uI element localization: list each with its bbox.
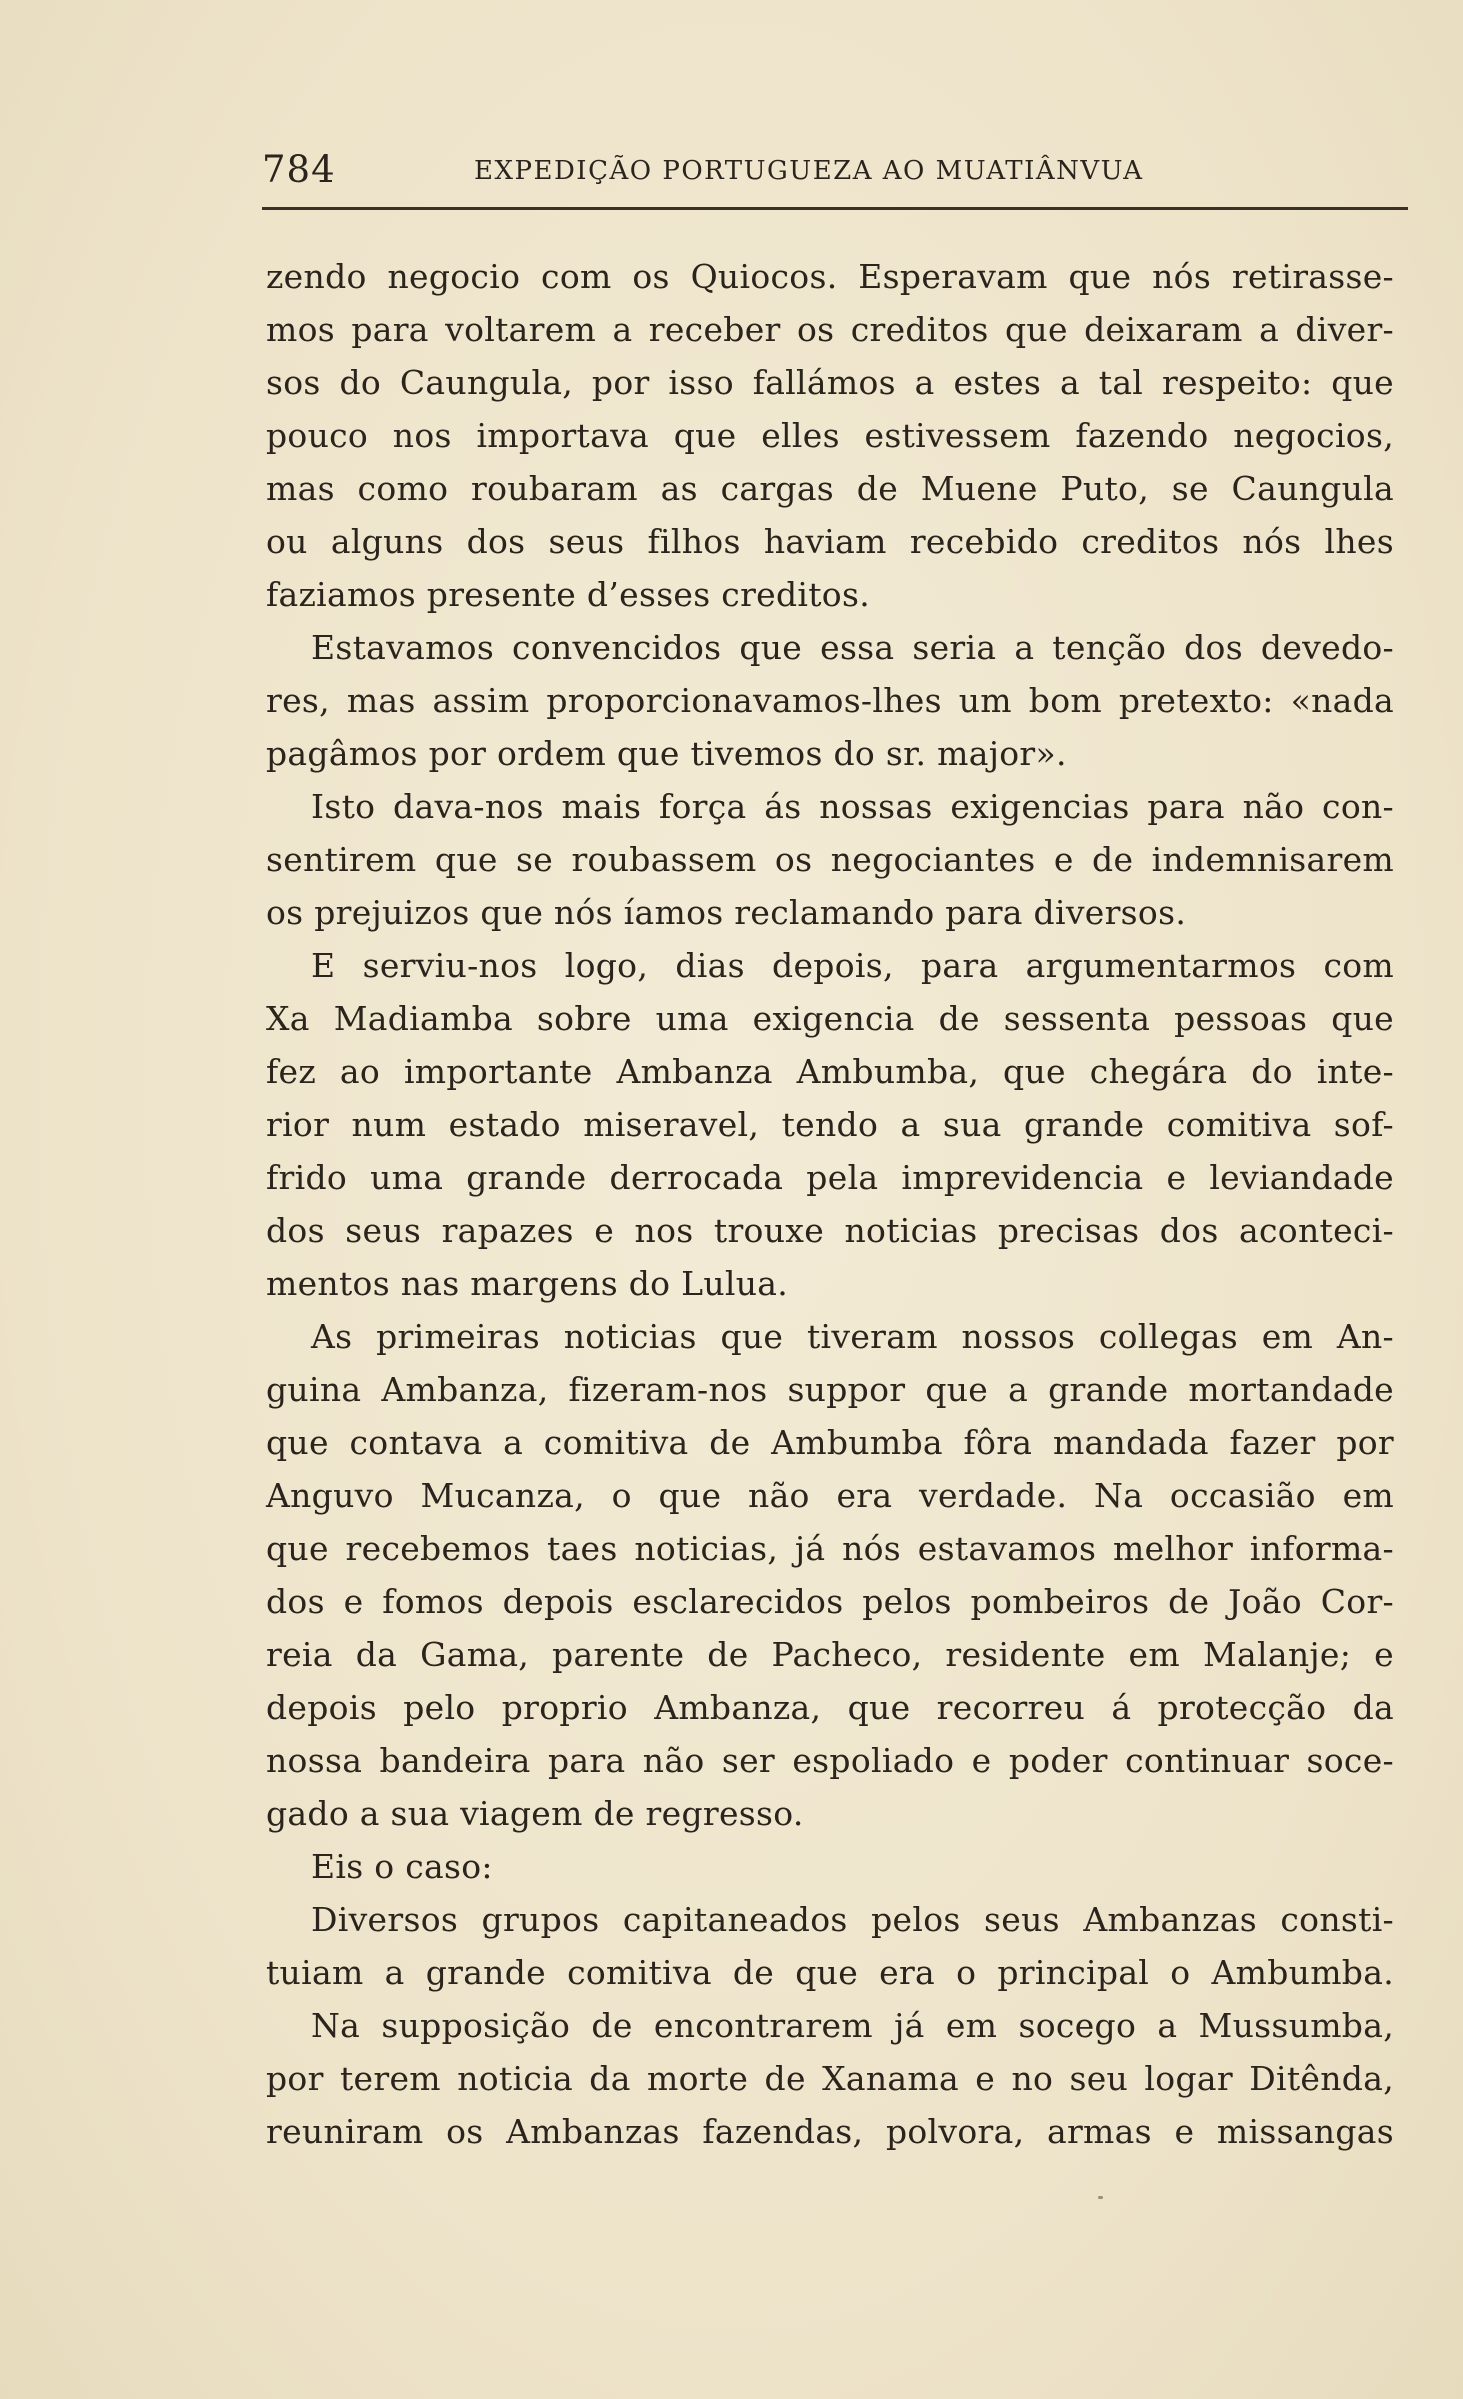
text-line: Diversos grupos capitaneados pelos seus Ambanzas consti- — [311, 1900, 1394, 1939]
text-line: pouco nos importava que elles estivessem fazendo negocios, — [266, 416, 1394, 455]
text-line: mas como roubaram as cargas de Muene Puto, se Caungula — [266, 469, 1394, 508]
text-line: zendo negocio com os Quiocos. Esperavam que nós retirasse- — [266, 257, 1394, 296]
text-line: nossa bandeira para não ser espoliado e poder continuar soce- — [266, 1741, 1394, 1780]
text-line: As primeiras noticias que tiveram nossos collegas em An- — [311, 1317, 1394, 1356]
text-line: pagâmos por ordem que tivemos do sr. major». — [266, 734, 1067, 773]
text-line: frido uma grande derrocada pela imprevidencia e leviandade — [266, 1158, 1394, 1197]
text-line: por terem noticia da morte de Xanama e no seu logar Ditênda, — [266, 2059, 1394, 2098]
text-line: sentirem que se roubassem os negociantes e de indemnisarem — [266, 840, 1394, 879]
text-line: faziamos presente d’esses creditos. — [266, 575, 871, 614]
text-line: res, mas assim proporcionavamos-lhes um bom pretexto: «nada — [266, 681, 1394, 720]
text-line: Estavamos convencidos que essa seria a tenção dos devedo- — [311, 628, 1394, 667]
text-line: que contava a comitiva de Ambumba fôra mandada fazer por — [266, 1423, 1394, 1462]
page-header — [262, 148, 1408, 198]
text-line: reia da Gama, parente de Pacheco, residente em Malanje; e — [266, 1635, 1394, 1674]
text-line: que recebemos taes noticias, já nós estavamos melhor informa- — [266, 1529, 1394, 1568]
body-text — [266, 250, 1394, 2158]
text-line: tuiam a grande comitiva de que era o principal o Ambumba. — [266, 1953, 1394, 1992]
text-line: reuniram os Ambanzas fazendas, polvora, armas e missangas — [266, 2112, 1394, 2151]
text-line: depois pelo proprio Ambanza, que recorreu á protecção da — [266, 1688, 1394, 1727]
page-number: 784 — [262, 148, 336, 191]
text-line: gado a sua viagem de regresso. — [266, 1794, 804, 1833]
text-line: mos para voltarem a receber os creditos que deixaram a diver- — [266, 310, 1394, 349]
text-line: Na supposição de encontrarem já em socego a Mussumba, — [311, 2006, 1394, 2045]
text-line: dos seus rapazes e nos trouxe noticias precisas dos aconteci- — [266, 1211, 1394, 1250]
text-line: dos e fomos depois esclarecidos pelos pombeiros de João Cor- — [266, 1582, 1394, 1621]
text-line: Eis o caso: — [311, 1847, 493, 1886]
header-rule — [262, 207, 1408, 210]
paper-speck — [1098, 2196, 1103, 2199]
text-line: rior num estado miseravel, tendo a sua grande comitiva sof- — [266, 1105, 1394, 1144]
text-line: sos do Caungula, por isso fallámos a estes a tal respeito: que — [266, 363, 1394, 402]
text-line: Xa Madiamba sobre uma exigencia de sessenta pessoas que — [266, 999, 1394, 1038]
text-line: os prejuizos que nós íamos reclamando para diversos. — [266, 893, 1187, 932]
text-line: guina Ambanza, fizeram-nos suppor que a grande mortandade — [266, 1370, 1394, 1409]
text-line: E serviu-nos logo, dias depois, para argumentarmos com — [311, 946, 1394, 985]
text-line: fez ao importante Ambanza Ambumba, que chegára do inte- — [266, 1052, 1394, 1091]
running-title: EXPEDIÇÃO PORTUGUEZA AO MUATIÂNVUA — [474, 156, 1144, 186]
text-line: ou alguns dos seus filhos haviam recebido creditos nós lhes — [266, 522, 1394, 561]
text-line: Anguvo Mucanza, o que não era verdade. Na occasião em — [266, 1476, 1394, 1515]
text-line: mentos nas margens do Lulua. — [266, 1264, 789, 1303]
text-line: Isto dava-nos mais força ás nossas exigencias para não con- — [311, 787, 1394, 826]
